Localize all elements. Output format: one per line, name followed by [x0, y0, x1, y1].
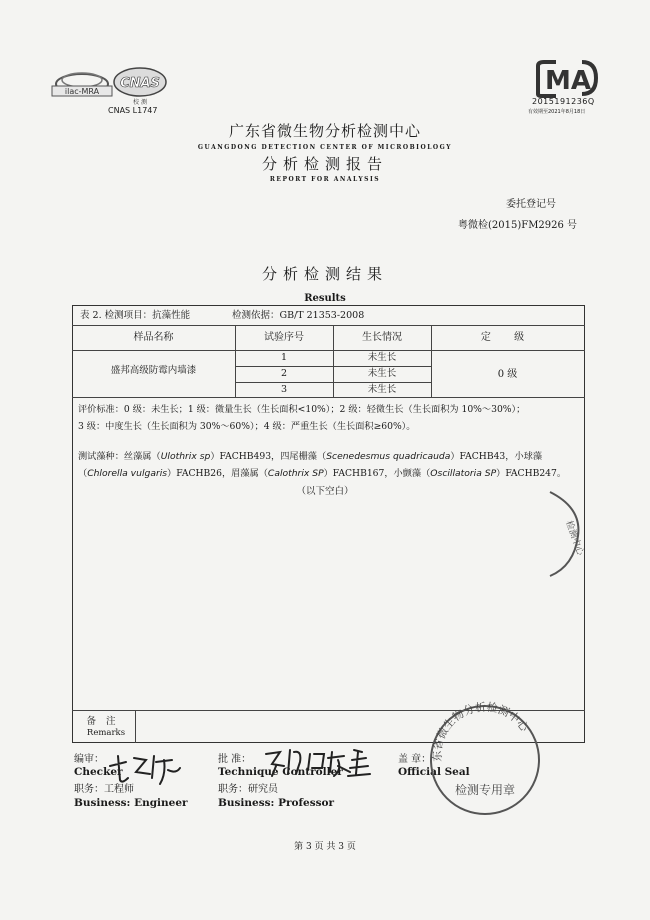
table-row-growth: 未生长 — [367, 368, 397, 379]
registration-number: 粤微检(2015)FM2926 号 — [458, 220, 578, 231]
grade-value: 0 级 — [497, 369, 518, 380]
side-seal-text: 检测中心 — [563, 519, 585, 557]
controller-title: 职务：研究员 — [218, 784, 278, 795]
page-number: 第 3 页 共 3 页 — [294, 842, 356, 852]
column-header-grade: 定 级 — [480, 332, 535, 343]
table-row-seq: 2 — [280, 368, 288, 379]
blank-below-note: （以下空白） — [296, 486, 354, 497]
checker-title: 职务：工程师 — [74, 784, 134, 795]
ilac-logo-text: ilac-MRA — [64, 87, 100, 96]
remarks-label-en: Remarks — [86, 728, 126, 738]
registration-label: 委托登记号 — [506, 199, 556, 210]
table-row-growth: 未生长 — [367, 384, 397, 395]
column-header-sequence: 试验序号 — [264, 332, 304, 343]
official-seal-stamp — [425, 698, 545, 818]
results-title-en: Results — [304, 293, 346, 304]
seal-label: 盖 章： — [398, 754, 432, 765]
cma-logo-text: MA — [545, 66, 591, 96]
remarks-label-cn: 备注 — [86, 716, 126, 727]
side-seal-stamp — [520, 488, 590, 578]
report-title-cn: 分析检测报告 — [261, 155, 388, 173]
divider — [72, 397, 585, 398]
test-strains — [78, 448, 583, 482]
criteria-line: 评价标准：0 级：未生长；1 级：微量生长（生长面积<10%）；2 级：轻微生长（生长面积为 10%～30%）； — [78, 404, 526, 415]
seal-label-en: Official Seal — [398, 766, 470, 778]
controller-label-en: Technique Controller — [218, 766, 343, 778]
seal-text-top: 东省微生物分析检测中心 — [430, 700, 531, 762]
checker-label-en: Checker — [74, 766, 123, 778]
cnas-logo-sub: 校 测 — [133, 99, 147, 106]
divider — [72, 325, 585, 326]
checker-label: 编审： — [74, 754, 104, 765]
cma-logo — [530, 58, 600, 98]
column-header-growth: 生长情况 — [362, 332, 402, 343]
organization-name-cn: 广东省微生物分析检测中心 — [228, 122, 421, 140]
report-title-en: REPORT FOR ANALYSIS — [269, 176, 381, 183]
strains-line: 测试藻种：丝藻属（Ulothrix sp）FACHB493，四尾栅藻（Scenedesmus quadricauda）FACHB43，小球藻 — [78, 451, 543, 462]
results-title-cn: 分析检测结果 — [261, 265, 388, 283]
table-row-seq: 3 — [280, 384, 288, 395]
column-header-sample: 样品名称 — [133, 332, 174, 343]
sample-name: 盛邦高级防霉内墙漆 — [110, 365, 197, 376]
cnas-logo-text: CNAS — [120, 76, 160, 91]
cma-valid-date: 有效期至2021年8月18日 — [528, 109, 586, 115]
organization-name-en: GUANGDONG DETECTION CENTER OF MICROBIOLOGY — [197, 144, 453, 151]
evaluation-criteria — [78, 401, 578, 435]
checker-business: Business: Engineer — [74, 797, 188, 809]
table-row-seq: 1 — [280, 352, 288, 363]
strains-line: （Chlorella vulgaris）FACHB26，眉藻属（Calothrix SP）FACHB167，小颤藻（Oscillatoria SP）FACHB247。 — [78, 468, 567, 479]
checker-signature — [106, 748, 186, 788]
cma-code: 2015191236Q — [532, 97, 595, 106]
test-basis: 检测依据：GB/T 21353-2008 — [232, 310, 365, 321]
seal-text-bottom: 检测专用章 — [454, 783, 516, 797]
test-item-label: 表 2. 检测项目：抗藻性能 — [80, 310, 191, 321]
controller-business: Business: Professor — [218, 797, 335, 809]
controller-label: 批 准： — [218, 754, 252, 765]
controller-signature — [262, 744, 382, 780]
criteria-line: 3 级：中度生长（生长面积为 30%～60%）；4 级：严重生长（生长面积≥60%）。 — [78, 421, 416, 432]
table-row-growth: 未生长 — [367, 352, 397, 363]
cnas-code: CNAS L1747 — [108, 106, 158, 115]
